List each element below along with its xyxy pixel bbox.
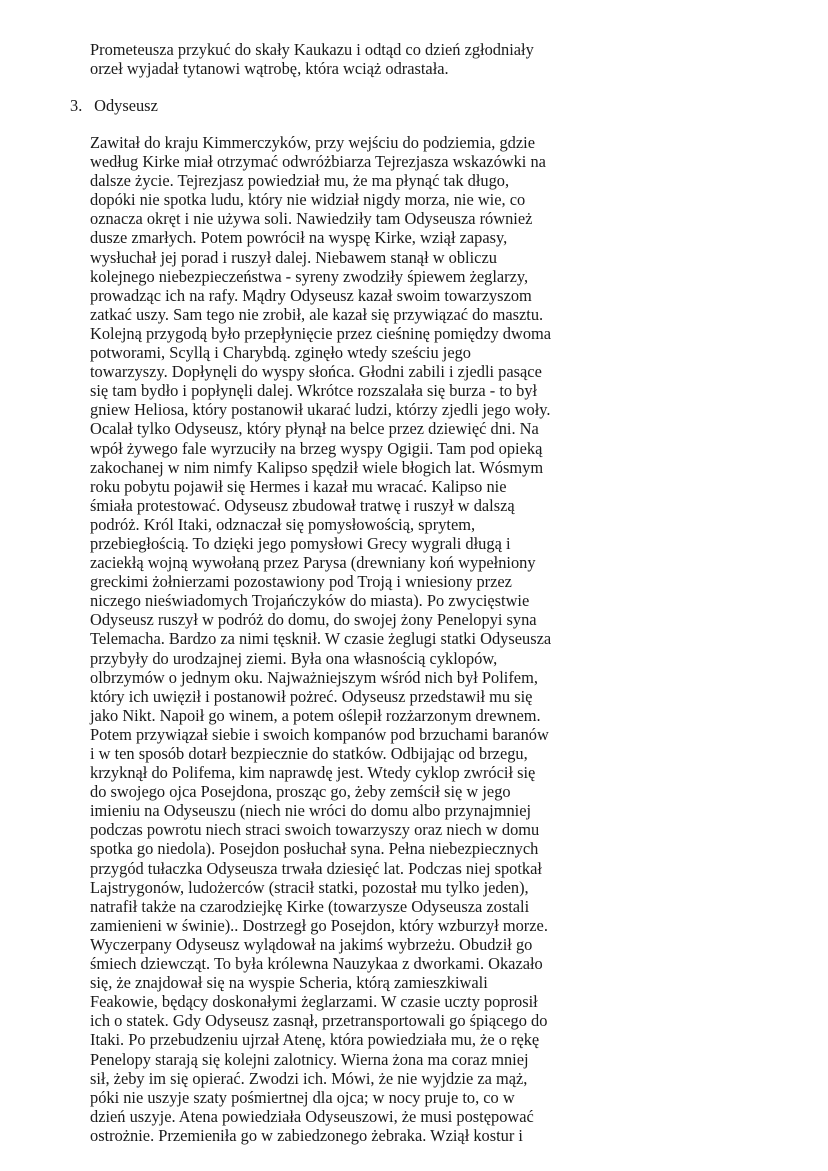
text-line: zakochanej w nim nimfy Kalipso spędził wiele błogich lat. Wósmym xyxy=(90,457,544,477)
text-line: gniew Heliosa, który postanowił ukarać ludzi, którzy zjedli jego woły. xyxy=(90,400,551,420)
text-line: Telemacha. Bardzo za nimi tęsknił. W czasie żeglugi statki Odyseusza xyxy=(90,629,552,649)
text-line: się, że znajdował się na wyspie Scheria, którą zamieszkiwali xyxy=(90,973,488,993)
text-line: Wyczerpany Odyseusz wylądował na jakimś wybrzeżu. Obudził go xyxy=(90,934,533,954)
text-line: zaciekłą wojną wywołaną przez Parysa (drewniany koń wypełniony xyxy=(90,553,536,573)
text-line: ostrożnie. Przemieniła go w zabiedzonego żebraka. Wziął kostur i xyxy=(90,1125,523,1145)
text-line: do swojego ojca Posejdona, prosząc go, żeby zemścił się w jego xyxy=(90,782,511,802)
text-line: roku pobytu pojawił się Hermes i kazał mu wracać. Kalipso nie xyxy=(90,476,507,496)
text-line: Ocalał tylko Odyseusz, który płynął na belce przez dziewięć dni. Na xyxy=(90,419,539,439)
text-line: towarzyszy. Dopłynęli do wyspy słońca. Głodni zabili i zjedli pasące xyxy=(90,362,542,382)
text-line: dzień uszyje. Atena powiedziała Odyseuszowi, że musi postępować xyxy=(90,1106,534,1126)
text-line: spotka go niedola). Posejdon posłuchał syna. Pełna niebezpiecznych xyxy=(90,839,539,859)
text-line: podczas powrotu niech straci swoich towarzyszy oraz niech w domu xyxy=(90,820,540,840)
text-line: zatkać uszy. Sam tego nie zrobił, ale kazał się przywiązać do masztu. xyxy=(90,304,544,324)
text-line: natrafił także na czarodziejkę Kirke (towarzysze Odyseusza zostali xyxy=(90,896,530,916)
text-line: wysłuchał jej porad i ruszył dalej. Niebawem stanął w obliczu xyxy=(90,247,497,267)
text-line: Itaki. Po przebudzeniu ujrzał Atenę, która powiedziała mu, że o rękę xyxy=(90,1030,540,1050)
text-line: kolejnego niebezpieczeństwa - syreny zwodziły śpiewem żeglarzy, xyxy=(90,266,529,286)
text-line: imieniu na Odyseuszu (niech nie wróci do domu albo przynajmniej xyxy=(90,801,532,821)
text-line: dalsze życie. Tejrezjasz powiedział mu, że ma płynąć tak długo, xyxy=(90,171,510,191)
section-title: Odyseusz xyxy=(94,96,158,115)
text-line: sił, żeby im się opierać. Zwodzi ich. Mówi, że nie wyjdzie za mąż, xyxy=(90,1068,528,1088)
text-line: jako Nikt. Napoił go winem, a potem oślepił rozżarzonym drewnem. xyxy=(90,705,541,725)
text-line: Odyseusz ruszył w podróż do domu, do swojej żony Penelopyi syna xyxy=(90,610,537,630)
section-number: 3. xyxy=(70,96,83,115)
text-line: orzeł wyjadał tytanowi wątrobę, która wciąż odrastała. xyxy=(90,59,449,79)
text-line: przebiegłością. To dzięki jego pomysłowi Grecy wygrali długą i xyxy=(90,533,511,553)
body-paragraph xyxy=(90,133,650,1145)
text-line: greckimi żołnierzami pozostawiony pod Troją i wniesiony przez xyxy=(90,572,512,592)
text-line: ich o statek. Gdy Odyseusz zasnął, przetransportowali go śpiącego do xyxy=(90,1011,548,1031)
section-heading xyxy=(70,96,630,115)
text-line: krzyknął do Polifema, kim naprawdę jest. Wtedy cyklop zwrócił się xyxy=(90,763,536,783)
text-line: prowadząc ich na rafy. Mądry Odyseusz kazał swoim towarzyszom xyxy=(90,285,532,305)
text-line: póki nie uszyje szaty pośmiertnej dla ojca; w nocy pruje to, co w xyxy=(90,1087,515,1107)
text-line: według Kirke miał otrzymać odwróżbiarza Tejrezjasza wskazówki na xyxy=(90,152,546,172)
text-line: dopóki nie spotka ludu, który nie widział nigdy morza, nie wie, co xyxy=(90,190,526,210)
text-line: dusze zmarłych. Potem powrócił na wyspę Kirke, wziął zapasy, xyxy=(90,228,508,248)
text-line: Feakowie, będący doskonałymi żeglarzami. W czasie uczty poprosił xyxy=(90,992,538,1012)
text-line: olbrzymów o jednym oku. Najważniejszym wśród nich był Polifem, xyxy=(90,667,538,687)
text-line: niczego nieświadomych Trojańczyków do miasta). Po zwycięstwie xyxy=(90,591,530,611)
text-line: Zawitał do kraju Kimmerczyków, przy wejściu do podziemia, gdzie xyxy=(90,133,535,152)
text-line: i w ten sposób dotarł bezpiecznie do statków. Odbijając od brzegu, xyxy=(90,744,528,763)
text-line: przygód tułaczka Odyseusza trwała dziesięć lat. Podczas niej spotkał xyxy=(90,858,542,878)
text-line: zamienieni w świnie).. Dostrzegł go Posejdon, który wzburzył morze. xyxy=(90,915,548,935)
text-line: który ich uwięził i postanowił pożreć. Odyseusz przedstawił mu się xyxy=(90,686,533,706)
text-line: Kolejną przygodą było przepłynięcie przez cieśninę pomiędzy dwoma xyxy=(90,323,552,343)
text-line: przybyły do urodzajnej ziemi. Była ona własnością cyklopów, xyxy=(90,648,498,668)
text-line: podróż. Król Itaki, odznaczał się pomysłowością, sprytem, xyxy=(90,514,476,534)
intro-paragraph xyxy=(90,40,650,78)
text-line: Penelopy starają się kolejni zalotnicy. Wierna żona ma coraz mniej xyxy=(90,1049,529,1069)
text-line: Potem przywiązał siebie i swoich kompanów pod brzuchami baranów xyxy=(90,724,549,744)
text-line: śmiała protestować. Odyseusz zbudował tratwę i ruszył w dalszą xyxy=(90,495,515,515)
text-line: śmiech dziewcząt. To była królewna Nauzykaa z dworkami. Okazało xyxy=(90,954,543,974)
text-line: Lajstrygonów, ludożerców (stracił statki, pozostał mu tylko jeden), xyxy=(90,877,529,897)
text-line: Prometeusza przykuć do skały Kaukazu i odtąd co dzień zgłodniały xyxy=(90,40,534,59)
text-line: wpół żywego fale wyrzuciły na brzeg wyspy Ogigii. Tam pod opieką xyxy=(90,438,543,458)
text-line: się tam bydło i popłynęli dalej. Wkrótce rozszalała się burza - to był xyxy=(90,381,538,401)
text-line: oznacza okręt i nie używa soli. Nawiedziły tam Odyseusza również xyxy=(90,209,533,229)
text-line: potworami, Scyllą i Charybdą. zginęło wtedy sześciu jego xyxy=(90,343,471,363)
